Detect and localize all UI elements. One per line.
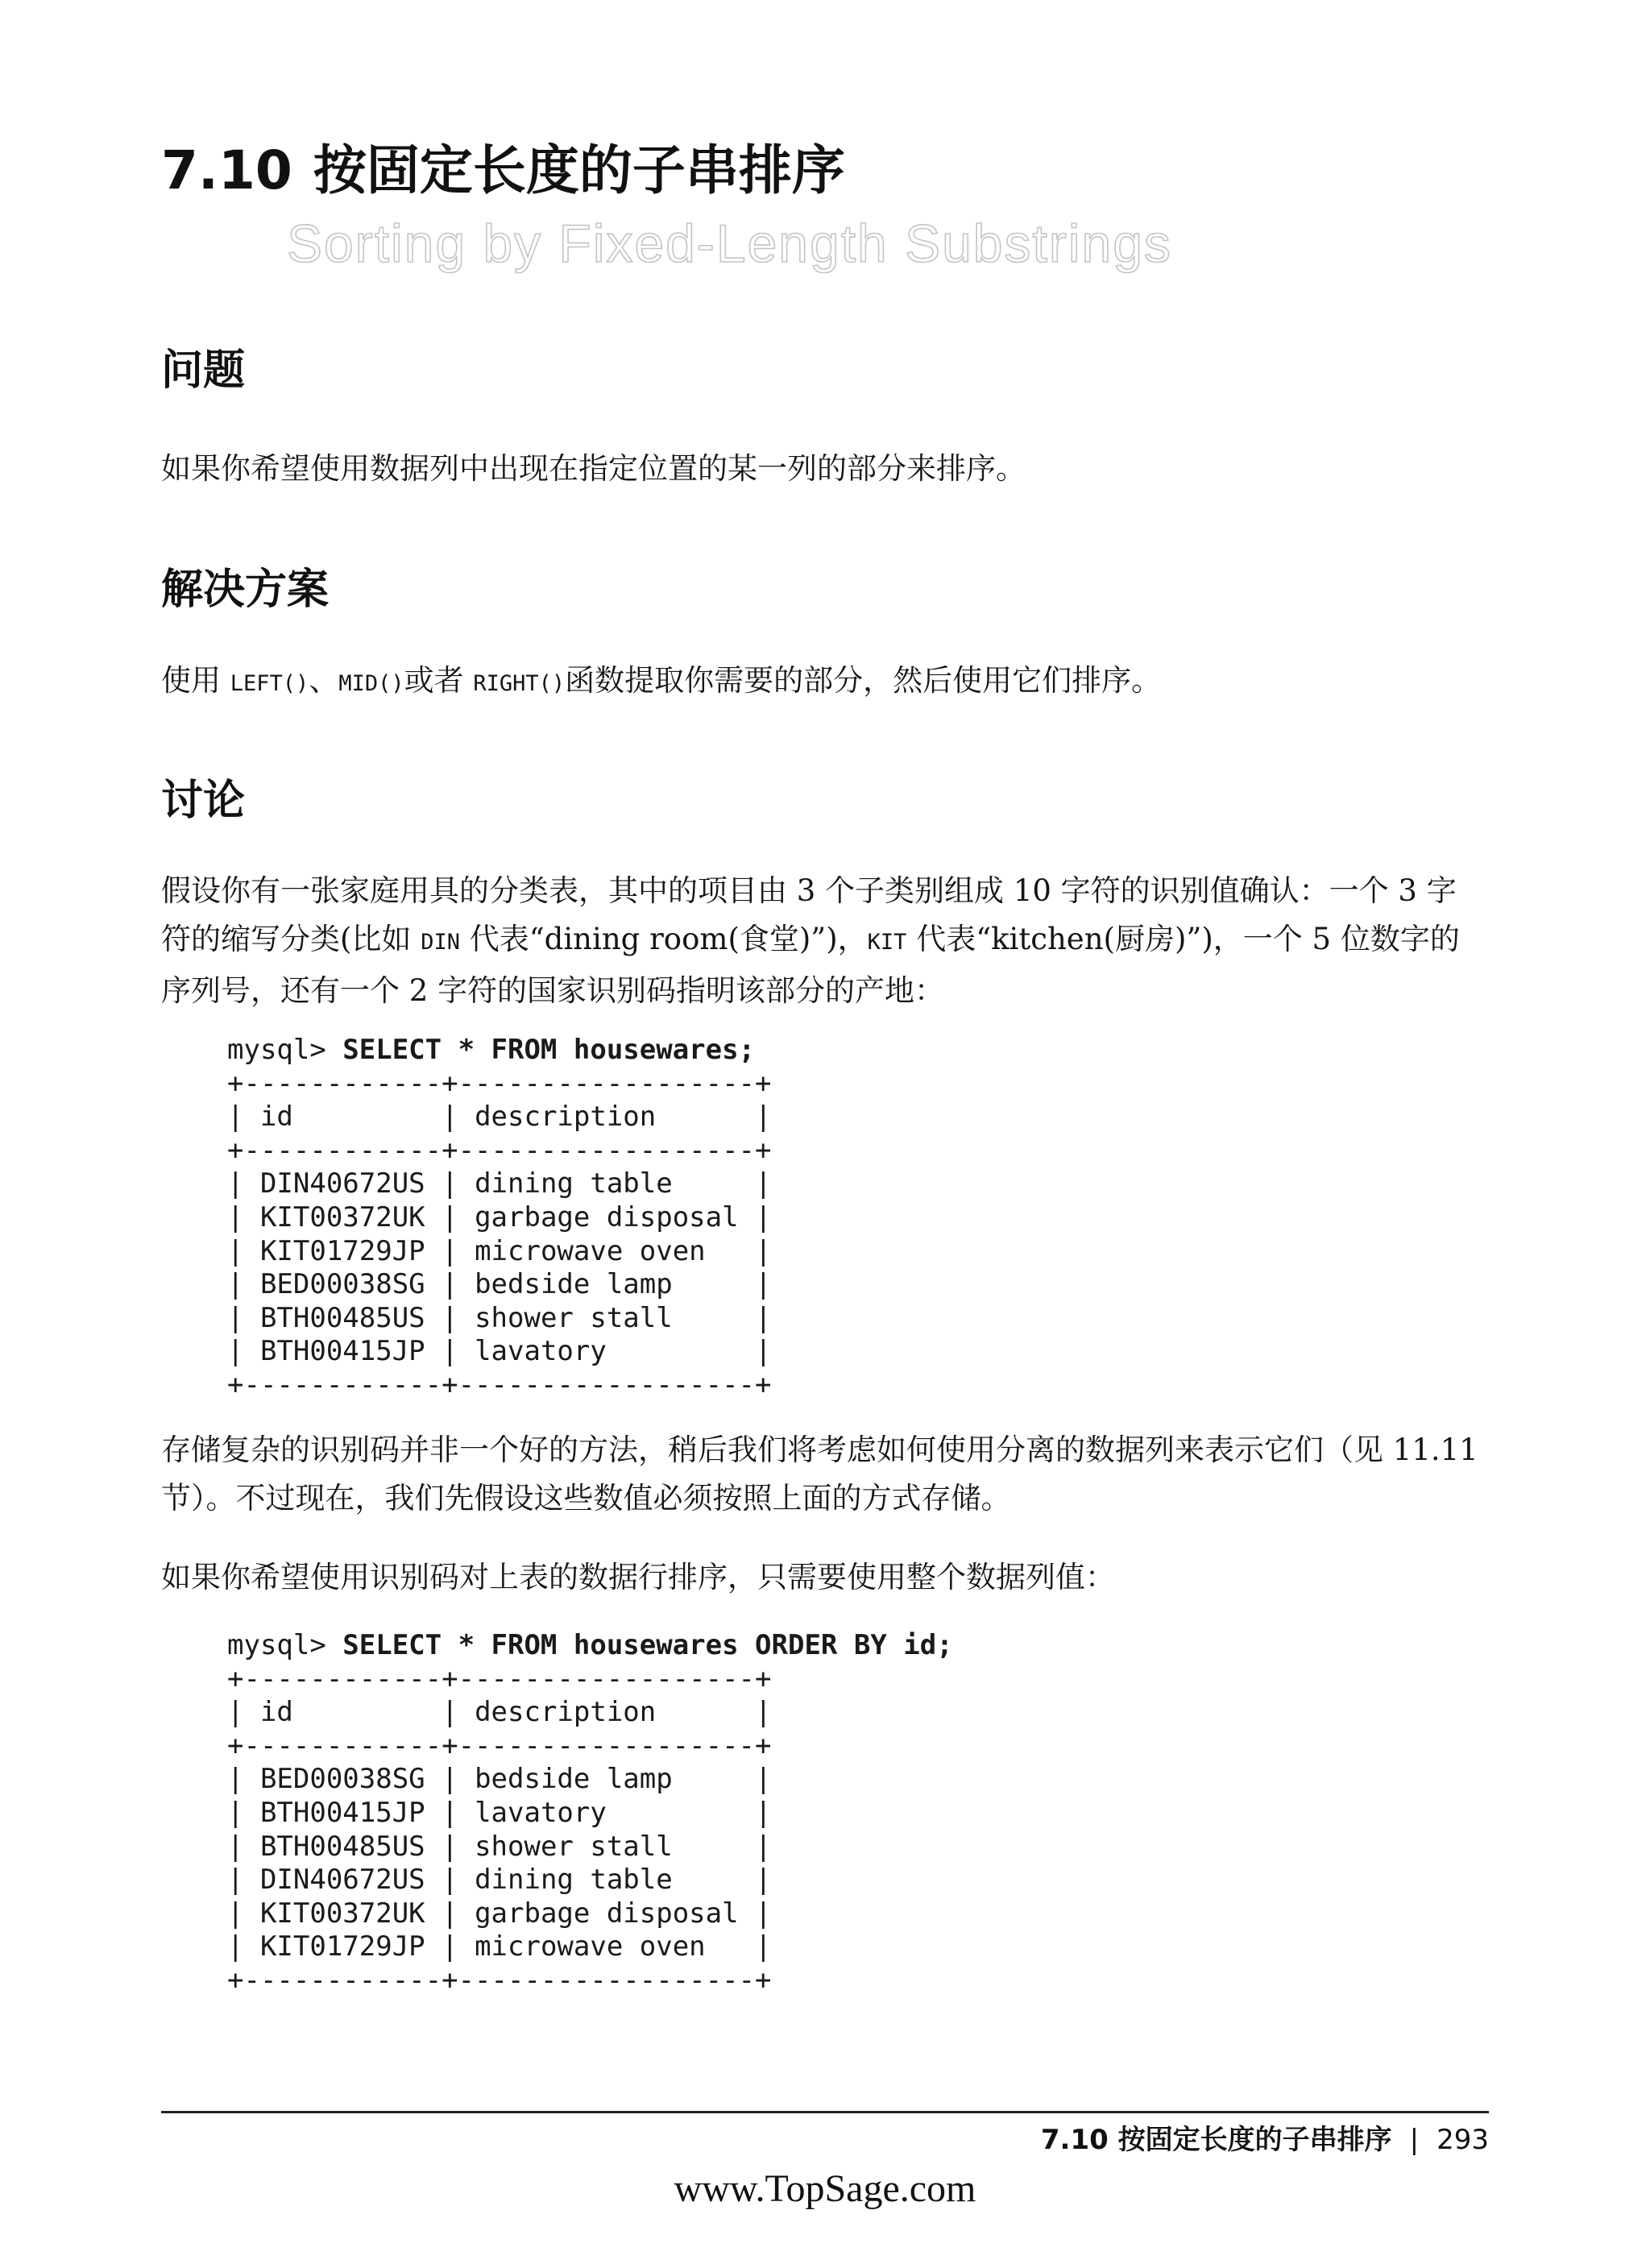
column-header: id	[259, 1696, 293, 1729]
cell-description: bedside lamp	[475, 1268, 673, 1301]
solution-text-part: 或者	[404, 663, 474, 698]
cell-id: KIT01729JP	[259, 1930, 425, 1963]
section-title	[161, 139, 845, 203]
cell-id: DIN40672US	[259, 1864, 425, 1897]
footer-separator: |	[1409, 2124, 1420, 2156]
column-header: description	[475, 1101, 657, 1134]
sql-statement: SELECT * FROM housewares;	[342, 1034, 756, 1066]
table-border: +------------+------------------+	[227, 1662, 772, 1695]
code-right-function: RIGHT()	[473, 671, 566, 696]
cell-description: bedside lamp	[475, 1763, 673, 1796]
cell-description: dining table	[475, 1864, 673, 1897]
section-title-text: 按固定长度的子串排序	[313, 139, 845, 201]
solution-text	[161, 657, 1482, 708]
cell-id: KIT01729JP	[259, 1234, 425, 1267]
cell-description: lavatory	[475, 1335, 607, 1368]
table-border: +------------+------------------+	[227, 1368, 772, 1401]
section-number: 7.10	[161, 139, 292, 201]
code-block-order-by: mysql> SELECT * FROM housewares ORDER BY id; +------------+------------------+ | id | description | +------------+------------------+ | BED00038SG | bedside lamp | | BTH00415JP | lavatory | | BTH00485US | shower stall | | DIN40672US | dining table | | KIT00372UK | garbage disposal | | KIT01729JP | microwave oven | +------------+------------------+	[227, 1629, 953, 1996]
discussion-paragraph-3: 如果你希望使用识别码对上表的数据行排序，只需要使用整个数据列值：	[161, 1560, 1115, 1594]
cell-id: BTH00485US	[259, 1301, 425, 1334]
page-number: 293	[1436, 2124, 1489, 2156]
running-footer	[1041, 2121, 1489, 2159]
cell-description: shower stall	[475, 1830, 673, 1863]
solution-heading: 解决方案	[161, 566, 330, 614]
watermark-url: www.TopSage.com	[674, 2167, 976, 2210]
cell-description: shower stall	[475, 1301, 673, 1334]
discussion-paragraph-2: 存储复杂的识别码并非一个好的方法，稍后我们将考虑如何使用分离的数据列来表示它们（见 11.11 节）。不过现在，我们先假设这些数值必须按照上面的方式存储。	[161, 1433, 1478, 1515]
cell-id: KIT00372UK	[259, 1200, 425, 1234]
discussion-paragraph-1	[161, 867, 1482, 1015]
solution-text-part: 函数提取你需要的部分，然后使用它们排序。	[565, 663, 1162, 698]
table-border: +------------+------------------+	[227, 1067, 772, 1100]
code-block-select: mysql> SELECT * FROM housewares; +------------+------------------+ | id | description | +------------+------------------+ | DIN40672US | dining table | | KIT00372UK | garbage disposal | | KIT01729JP | microwave oven | | BED00038SG | bedside lamp | | BTH00485US | shower stall | | BTH00415JP | lavatory | +------------+------------------+	[227, 1034, 772, 1401]
problem-text: 如果你希望使用数据列中出现在指定位置的某一列的部分来排序。	[161, 451, 1026, 486]
code-left-function: LEFT()	[230, 671, 309, 696]
cell-description: garbage disposal	[475, 1897, 739, 1930]
column-header: id	[259, 1101, 293, 1134]
running-title: 7.10 按固定长度的子串排序	[1040, 2124, 1392, 2156]
table-border: +------------+------------------+	[227, 1134, 772, 1167]
cell-description: dining table	[475, 1167, 673, 1200]
mysql-prompt: mysql>	[227, 1629, 343, 1661]
cell-description: garbage disposal	[475, 1200, 739, 1234]
cell-id: DIN40672US	[259, 1167, 425, 1200]
discussion-text-part: 假设你有一张家庭用具的分类表，其中的项目由 3 个子类别组成 10 字符的识别值确认：一个 3 字符的缩写分类(比如	[161, 873, 1457, 956]
discussion-heading: 讨论	[161, 777, 246, 825]
mysql-prompt: mysql>	[227, 1034, 343, 1066]
cell-description: lavatory	[475, 1796, 607, 1829]
cell-id: BTH00485US	[259, 1830, 425, 1863]
cell-id: KIT00372UK	[259, 1897, 425, 1930]
code-kit: KIT	[867, 930, 907, 955]
table-border: +------------+------------------+	[227, 1729, 772, 1762]
discussion-text-part: 代表“dining room(食堂)”)，	[459, 922, 868, 956]
cell-description: microwave oven	[475, 1234, 706, 1267]
footer-rule	[161, 2111, 1489, 2113]
section-subtitle-english: Sorting by Fixed-Length Substrings	[287, 214, 1172, 273]
cell-id: BED00038SG	[259, 1763, 425, 1796]
cell-id: BTH00415JP	[259, 1335, 425, 1368]
code-mid-function: MID()	[338, 671, 404, 696]
discussion-text-part: 代表“kitchen(厨房)”)，一个 5 位数字的序列号，还有一个 2 字符的国家识别码指明该部分的产地：	[161, 922, 1460, 1008]
cell-id: BED00038SG	[259, 1268, 425, 1301]
solution-text-part: 、	[309, 663, 339, 698]
sql-statement: SELECT * FROM housewares ORDER BY id;	[342, 1629, 953, 1661]
code-din: DIN	[421, 930, 460, 955]
table-border: +------------+------------------+	[227, 1963, 772, 1996]
problem-heading: 问题	[161, 346, 246, 395]
solution-text-part: 使用	[161, 663, 230, 698]
cell-description: microwave oven	[475, 1930, 706, 1963]
column-header: description	[475, 1696, 657, 1729]
cell-id: BTH00415JP	[259, 1796, 425, 1829]
